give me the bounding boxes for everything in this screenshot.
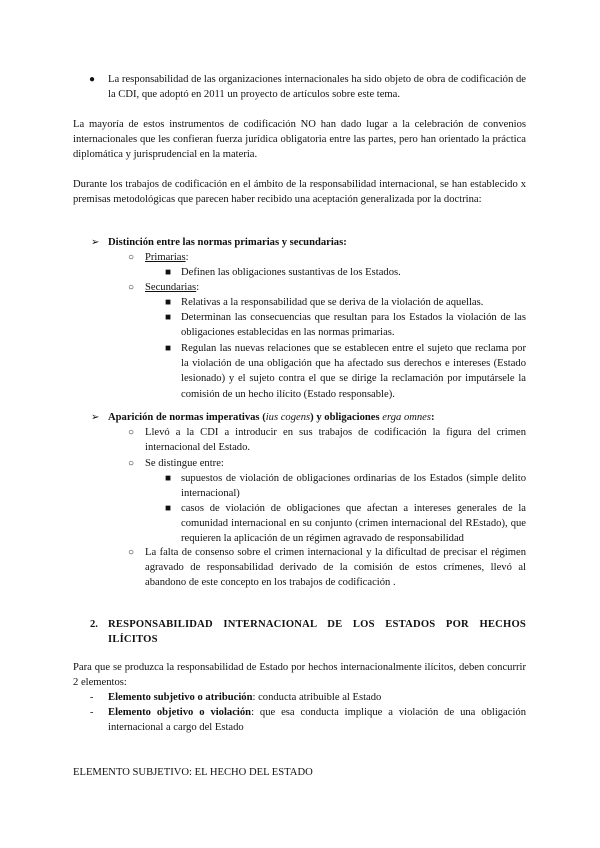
bullet-dot-icon: ● — [89, 74, 96, 85]
section2-title-italic2: erga omnes — [382, 412, 432, 423]
square-bullet-icon: ■ — [165, 297, 172, 308]
dash-bullet-icon: - — [90, 692, 94, 703]
section2-sub-item: casos de violación de obligaciones que afectan a intereses generales de la comunidad internacional en su conjunto (crimen internacional del REstado), que requieren la aplicación de un régimen agravado de responsabilidad — [181, 503, 526, 545]
secundarias-item: Determinan las consecuencias que resultan para los Estados la violación de las obligaciones establecidas en las normas primarias. — [181, 312, 526, 339]
paragraph-elements-intro: Para que se produzca la responsabilidad de Estado por hechos internacionalmente ilícitos, deben concurrir 2 elementos: — [73, 662, 526, 689]
section2-title-italic1: ius cogens — [265, 412, 311, 423]
secundarias-item: Relativas a la responsabilidad que se deriva de la violación de aquellas. — [181, 297, 484, 308]
dash-bullet-icon: - — [90, 707, 94, 718]
square-bullet-icon: ■ — [165, 503, 172, 514]
secundarias-label: Secundarias: — [145, 282, 200, 293]
secundarias-label-text: Secundarias — [145, 282, 197, 293]
section2-item: Se distingue entre: — [145, 458, 224, 469]
section2-title-part3: : — [431, 412, 435, 423]
square-bullet-icon: ■ — [165, 267, 172, 278]
heading2-title: RESPONSABILIDAD INTERNACIONAL DE LOS ESTADOS POR HECHOS ILÍCITOS — [108, 619, 526, 646]
subheading-elemento-subjetivo: ELEMENTO SUBJETIVO: EL HECHO DEL ESTADO — [73, 767, 313, 778]
section1-title: Distinción entre las normas primarias y secundarias: — [108, 237, 347, 248]
arrow-bullet-icon: ➢ — [91, 412, 100, 423]
arrow-bullet-icon: ➢ — [91, 237, 100, 248]
section2-title-part2: ) y obligaciones — [310, 412, 383, 423]
section2-title — [108, 410, 526, 425]
paragraph-codification: La mayoría de estos instrumentos de codificación NO han dado lugar a la celebración de convenios internacionales que les confieran fuerza jurídica obligatoria entre las partes, pero han orientado la práctica diplomática y jurisprudencial en la materia. — [73, 119, 526, 161]
primarias-label: Primarias: — [145, 252, 189, 263]
element-objective-rest: : que esa conducta implique a violación de una obligación internacional a cargo del Estado — [108, 707, 526, 734]
element-subjective-rest: : conducta atribuible al Estado — [252, 692, 382, 703]
primarias-item: Definen las obligaciones sustantivas de los Estados. — [181, 267, 401, 278]
circle-bullet-icon: ○ — [128, 252, 135, 263]
section2-item: La falta de consenso sobre el crimen internacional y la dificultad de precisar el régimen agravado de responsabilidad derivado de la comisión de estos crímenes, llevó al abandono de este concepto en los trabajos de codificación . — [145, 547, 526, 589]
circle-bullet-icon: ○ — [128, 547, 135, 558]
circle-bullet-icon: ○ — [128, 282, 135, 293]
square-bullet-icon: ■ — [165, 473, 172, 484]
section2-item: Llevó a la CDI a introducir en sus trabajos de codificación la figura del crimen internacional del Estado. — [145, 427, 526, 454]
section2-sub-item: supuestos de violación de obligaciones ordinarias de los Estados (simple delito internacional) — [181, 473, 526, 500]
element-subjective-label: Elemento subjetivo o atribución — [108, 692, 253, 703]
primarias-label-text: Primarias — [145, 252, 186, 263]
element-subjective — [108, 690, 526, 705]
secundarias-item: Regulan las nuevas relaciones que se establecen entre el sujeto que reclama por la violación de una obligación que ha afectado sus derechos e intereses (Estado lesionado) y el sujeto contra el que se dirige la reclamación por imputársele la comisión de un hecho ilícito (Estado responsable). — [181, 343, 526, 400]
paragraph-premises: Durante los trabajos de codificación en el ámbito de la responsabilidad internacional, se han establecido x premisas metodológicas que parecen haber recibido una aceptación generalizada por la doctrina: — [73, 179, 526, 206]
heading2-number: 2. — [90, 619, 98, 630]
section2-title-part1: Aparición de normas imperativas ( — [108, 412, 266, 423]
element-objective — [108, 705, 526, 735]
circle-bullet-icon: ○ — [128, 458, 135, 469]
intro-bullet-text: La responsabilidad de las organizaciones internacionales ha sido objeto de obra de codificación de la CDI, que adoptó en 2011 un proyecto de artículos sobre este tema. — [108, 74, 526, 101]
square-bullet-icon: ■ — [165, 343, 172, 354]
circle-bullet-icon: ○ — [128, 427, 135, 438]
square-bullet-icon: ■ — [165, 312, 172, 323]
element-objective-label: Elemento objetivo o violación — [108, 707, 252, 718]
